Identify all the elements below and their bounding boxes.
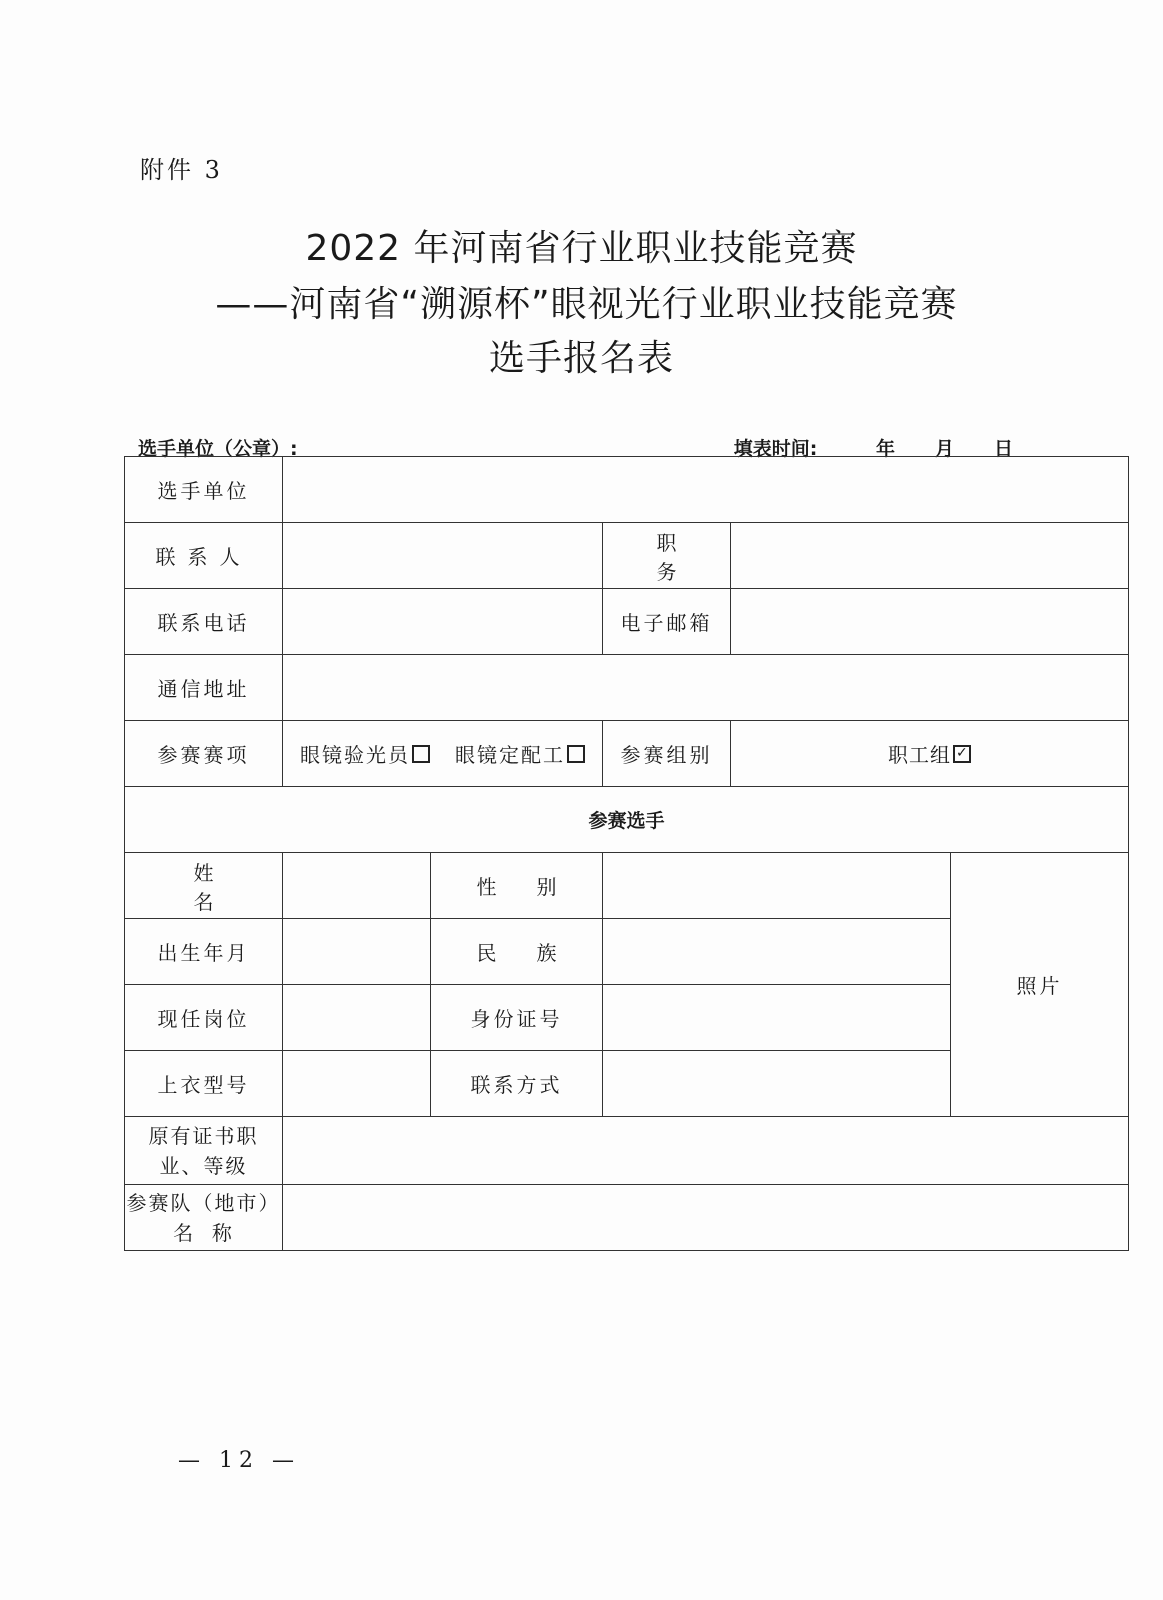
name-label: 姓名 (125, 853, 283, 919)
phone-label: 联系电话 (125, 589, 283, 655)
attachment-label: 附件 3 (140, 156, 223, 184)
phone-field[interactable] (283, 589, 603, 655)
certificate-label-line2: 业、等级 (159, 1153, 248, 1178)
position-field[interactable] (731, 523, 1129, 589)
event-label: 参赛赛项 (125, 721, 283, 787)
contact-field[interactable] (283, 523, 603, 589)
contact-label: 联系人 (125, 523, 283, 589)
registration-form (124, 456, 1129, 1251)
photo-box[interactable]: 照片 (951, 853, 1129, 1117)
contact-way-field[interactable] (603, 1051, 951, 1117)
title-line-3: 选手报名表 (488, 338, 674, 379)
position-label: 职务 (603, 523, 731, 589)
fitter-checkbox[interactable] (567, 745, 585, 763)
gender-label: 性别 (431, 853, 603, 919)
ethnicity-label: 民族 (431, 919, 603, 985)
staff-group-checkbox[interactable] (953, 745, 971, 763)
size-label: 上衣型号 (125, 1051, 283, 1117)
date-label: 填表时间: (733, 438, 818, 460)
team-label (125, 1185, 283, 1251)
group-label: 参赛组别 (603, 721, 731, 787)
team-label-line1: 参赛队（地市） (126, 1190, 281, 1215)
certificate-field[interactable] (283, 1117, 1129, 1185)
month-label: 月 (934, 438, 954, 460)
optometrist-checkbox[interactable] (412, 745, 430, 763)
job-label: 现任岗位 (125, 985, 283, 1051)
event-option-fitter: 眼镜定配工 (455, 743, 566, 767)
address-label: 通信地址 (125, 655, 283, 721)
ethnicity-field[interactable] (603, 919, 951, 985)
name-field[interactable] (283, 853, 431, 919)
page-number: — 12 — (178, 1448, 300, 1473)
title-line-1: 2022 年河南省行业职业技能竞赛 (305, 228, 858, 269)
event-options (283, 721, 603, 787)
event-option-optometrist: 眼镜验光员 (299, 743, 410, 767)
title-line-2: ——河南省“溯源杯”眼视光行业职业技能竞赛 (215, 284, 958, 325)
team-label-line2: 名 称 (173, 1220, 234, 1245)
year-label: 年 (875, 438, 895, 460)
id-label: 身份证号 (431, 985, 603, 1051)
certificate-label (125, 1117, 283, 1185)
gender-field[interactable] (603, 853, 951, 919)
team-field[interactable] (283, 1185, 1129, 1251)
unit-seal-label: 选手单位（公章）: (138, 438, 298, 460)
birth-label: 出生年月 (125, 919, 283, 985)
players-section-header: 参赛选手 (125, 787, 1129, 853)
group-value-text: 职工组 (888, 743, 952, 767)
address-field[interactable] (283, 655, 1129, 721)
size-field[interactable] (283, 1051, 431, 1117)
email-field[interactable] (731, 589, 1129, 655)
certificate-label-line1: 原有证书职 (148, 1123, 259, 1148)
contact-way-label: 联系方式 (431, 1051, 603, 1117)
birth-field[interactable] (283, 919, 431, 985)
email-label: 电子邮箱 (603, 589, 731, 655)
id-field[interactable] (603, 985, 951, 1051)
day-label: 日 (993, 438, 1013, 460)
job-field[interactable] (283, 985, 431, 1051)
day-blank[interactable] (954, 438, 994, 457)
unit-label: 选手单位 (125, 457, 283, 523)
year-blank[interactable] (824, 438, 876, 457)
unit-field[interactable] (283, 457, 1129, 523)
month-blank[interactable] (895, 438, 935, 457)
group-value (731, 721, 1129, 787)
